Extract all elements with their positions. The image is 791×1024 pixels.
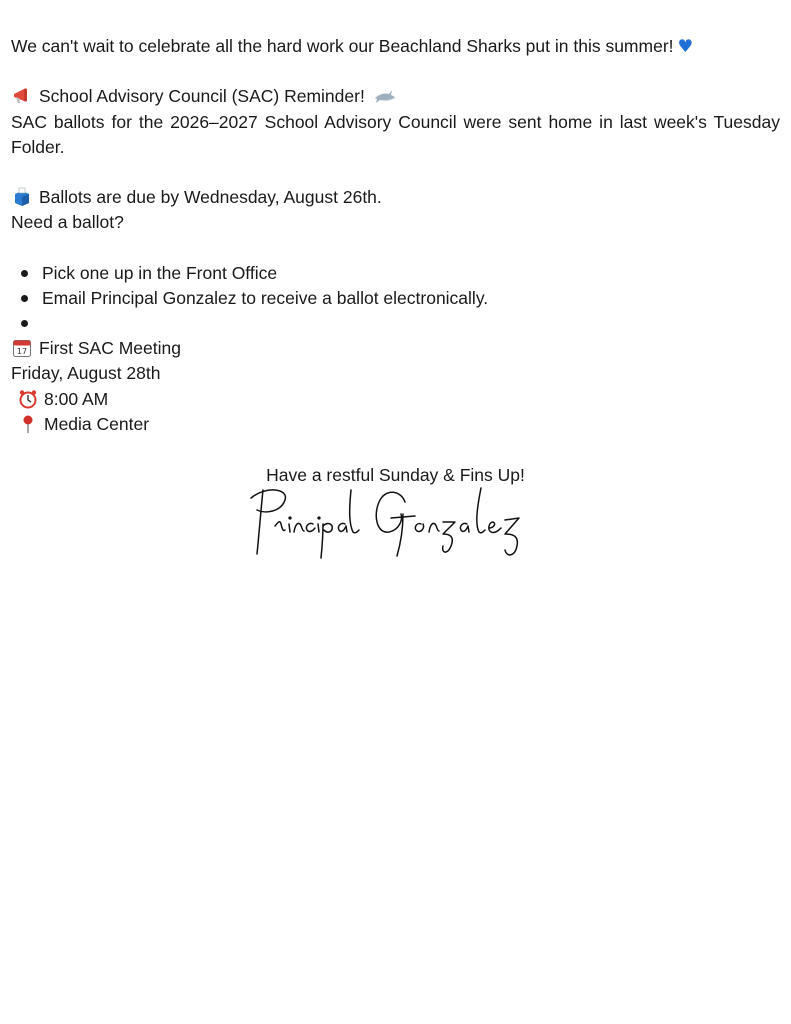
- sac-heading: [11, 84, 780, 109]
- meeting-title-line: [11, 336, 780, 361]
- megaphone-icon: [11, 85, 33, 110]
- alarm-clock-icon: [17, 388, 39, 413]
- sac-body: [11, 110, 780, 160]
- closing-text: Have a restful Sunday & Fins Up!: [266, 465, 525, 485]
- meeting-time-text: 8:00 AM: [44, 388, 109, 409]
- ballot-options-list: [11, 261, 780, 337]
- newsletter-body: [11, 34, 780, 437]
- calendar-icon: [11, 337, 33, 362]
- meeting-title-text: First SAC Meeting: [39, 338, 181, 359]
- svg-text:17: 17: [16, 347, 28, 357]
- signature-image: [245, 484, 537, 560]
- intro-paragraph: [11, 34, 780, 59]
- spacer: [11, 236, 780, 261]
- need-ballot-text: Need a ballot?: [11, 212, 124, 233]
- ballot-due-text: Ballots are due by Wednesday, August 26th.: [39, 187, 382, 208]
- sac-body-text: SAC ballots for the 2026–2027 School Advisory Council were sent home in last week's Tuesday Folder.: [11, 111, 780, 157]
- shark-icon: [369, 87, 397, 107]
- meeting-location-line: [11, 412, 780, 437]
- meeting-date-text: Friday, August 28th: [11, 363, 161, 384]
- meeting-location-text: Media Center: [44, 413, 150, 434]
- blue-heart-icon: ♥: [677, 37, 694, 57]
- meeting-date-line: [11, 361, 780, 386]
- intro-text: We can't wait to celebrate all the hard work our Beachland Sharks put in this summer!: [11, 36, 674, 56]
- list-item: [11, 311, 780, 336]
- meeting-time-line: [11, 387, 780, 412]
- ballot-box-icon: [11, 186, 33, 211]
- pin-icon: [17, 413, 39, 438]
- ballot-due-line: [11, 185, 780, 210]
- sac-heading-text: School Advisory Council (SAC) Reminder!: [39, 86, 365, 107]
- list-item: Email Principal Gonzalez to receive a ballot electronically.: [11, 286, 780, 311]
- need-ballot-line: [11, 210, 780, 235]
- spacer: [11, 59, 780, 84]
- list-item: Pick one up in the Front Office: [11, 261, 780, 286]
- spacer: [11, 160, 780, 185]
